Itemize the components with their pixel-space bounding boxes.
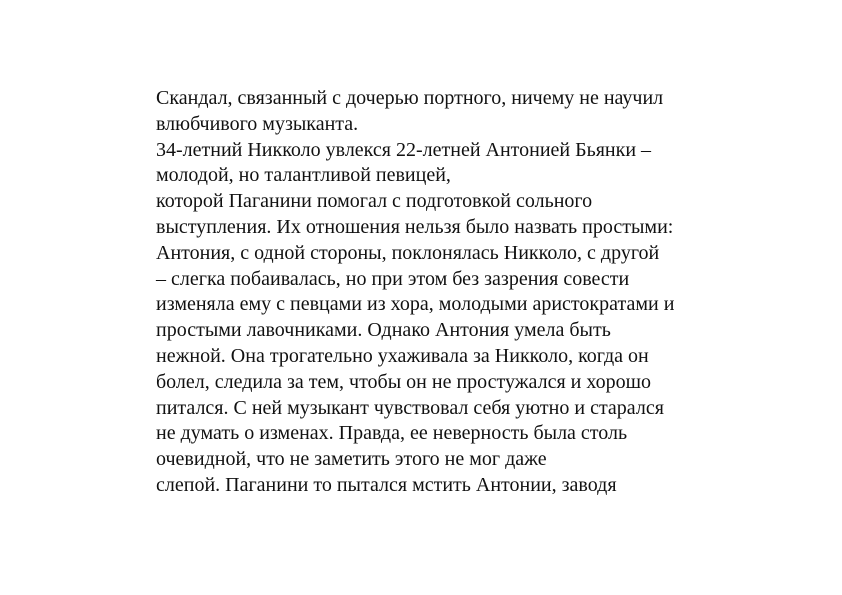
text-line-15: очевидной, что не заметить этого не мог даже xyxy=(156,448,547,471)
text-line-13: питался. С ней музыкант чувствовал себя уютно и старался xyxy=(156,396,664,419)
text-line-5: которой Паганини помогал с подготовкой сольного xyxy=(156,190,593,213)
text-line-4: молодой, но талантливой певицей, xyxy=(156,164,451,187)
text-line-10: простыми лавочниками. Однако Антония умела быть xyxy=(156,319,611,342)
text-line-2: влюбчивого музыканта. xyxy=(156,112,359,135)
text-line-11: нежной. Она трогательно ухаживала за Никколо, когда он xyxy=(156,344,649,367)
text-line-12: болел, следила за тем, чтобы он не простужался и хорошо xyxy=(156,370,651,393)
text-line-16: слепой. Паганини то пытался мстить Антонии, заводя xyxy=(156,473,617,496)
text-line-1: Скандал, связанный с дочерью портного, ничему не научил xyxy=(156,87,664,109)
text-line-14: не думать о изменах. Правда, ее неверность была столь xyxy=(156,422,628,445)
text-line-6: выступления. Их отношения нельзя было назвать простыми: xyxy=(156,215,674,238)
text-line-9: изменяла ему с певцами из хора, молодыми аристократами и xyxy=(156,293,675,316)
text-line-7: Антония, с одной стороны, поклонялась Никколо, с другой xyxy=(156,241,660,264)
text-line-8: – слегка побаивалась, но при этом без зазрения совести xyxy=(156,267,630,290)
text-line-3: 34-летний Никколо увлекся 22-летней Антонией Бьянки – xyxy=(156,138,652,161)
document-text-block xyxy=(156,86,766,499)
